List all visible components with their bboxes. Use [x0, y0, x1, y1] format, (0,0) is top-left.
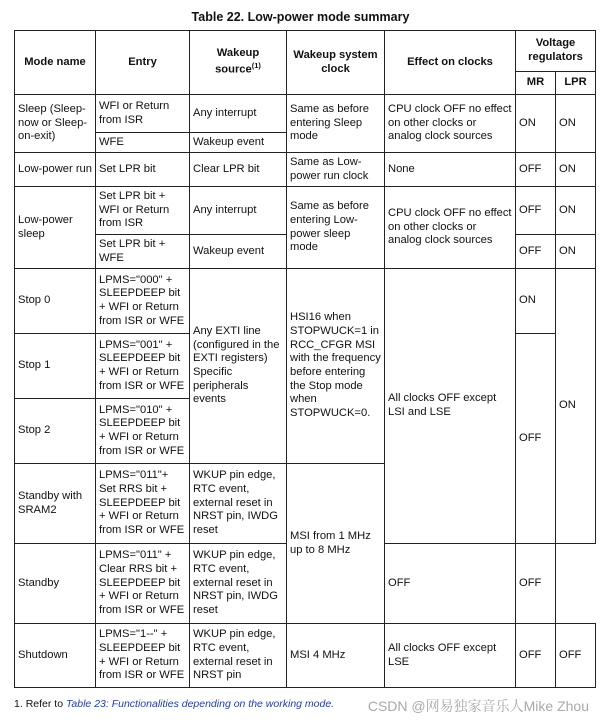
mr-cell: ON — [516, 269, 556, 334]
mr-cell: OFF — [385, 544, 516, 624]
entry-cell: WFI or Return from ISR — [96, 95, 190, 133]
wakeup-cell: WKUP pin edge, RTC event, external reset in NRST pin — [190, 624, 287, 688]
wakeup-cell: Clear LPR bit — [190, 153, 287, 187]
mode-stop2: Stop 2 — [15, 399, 96, 464]
entry-cell: LPMS="1--" + SLEEPDEEP bit + WFI or Return from ISR or WFE — [96, 624, 190, 688]
mode-sleep: Sleep (Sleep-now or Sleep-on-exit) — [15, 95, 96, 153]
entry-cell: LPMS="001" + SLEEPDEEP bit + WFI or Return from ISR or WFE — [96, 334, 190, 399]
effect-cell: CPU clock OFF no effect on other clocks or analog clock sources — [385, 187, 516, 269]
footnote-number: 1. — [14, 698, 23, 710]
clock-cell: HSI16 when STOPWUCK=1 in RCC_CFGR MSI with the frequency before entering the Stop mode when STOPWUCK=0. — [287, 269, 385, 464]
entry-cell: WFE — [96, 133, 190, 153]
lpr-cell: ON — [556, 153, 596, 187]
lpr-cell: ON — [556, 187, 596, 235]
table-row — [15, 624, 596, 688]
table-row — [15, 187, 596, 235]
header-lpr: LPR — [556, 72, 596, 95]
wakeup-cell: Wakeup event — [190, 235, 287, 269]
entry-cell: LPMS="011"+ Set RRS bit + SLEEPDEEP bit + WFI or Return from ISR or WFE — [96, 464, 190, 544]
header-wakeup-source — [190, 31, 287, 95]
mr-cell: OFF — [516, 235, 556, 269]
table-row — [15, 269, 596, 334]
table-row — [15, 95, 596, 133]
low-power-mode-table — [14, 30, 596, 688]
header-entry: Entry — [96, 31, 190, 95]
header-voltage-regulators: Voltage regulators — [516, 31, 596, 72]
header-wakeup-clock: Wakeup system clock — [287, 31, 385, 95]
footnote-link[interactable]: Table 23: Functionalities depending on the working mode. — [65, 698, 335, 710]
mr-cell: OFF — [516, 153, 556, 187]
effect-cell: CPU clock OFF no effect on other clocks or analog clock sources — [385, 95, 516, 153]
entry-cell: LPMS="000" + SLEEPDEEP bit + WFI or Return from ISR or WFE — [96, 269, 190, 334]
header-wakeup-source-label: Wakeup source — [215, 47, 260, 76]
entry-cell: LPMS="011" + Clear RRS bit + SLEEPDEEP bit + WFI or Return from ISR or WFE — [96, 544, 190, 624]
lpr-cell: ON — [556, 95, 596, 153]
wakeup-cell: WKUP pin edge, RTC event, external reset in NRST pin, IWDG reset — [190, 464, 287, 544]
header-mode-name: Mode name — [15, 31, 96, 95]
entry-cell: Set LPR bit + WFI or Return from ISR — [96, 187, 190, 235]
footnote-prefix: Refer to — [25, 698, 64, 710]
wakeup-cell: Any EXTI line (configured in the EXTI registers) Specific peripherals events — [190, 269, 287, 464]
effect-cell: All clocks OFF except LSE — [385, 624, 516, 688]
mode-standby-sram2: Standby with SRAM2 — [15, 464, 96, 544]
effect-cell: None — [385, 153, 516, 187]
wakeup-cell: Wakeup event — [190, 133, 287, 153]
clock-cell: MSI from 1 MHz up to 8 MHz — [287, 464, 385, 624]
entry-cell: Set LPR bit + WFE — [96, 235, 190, 269]
mr-cell: OFF — [516, 187, 556, 235]
effect-cell: All clocks OFF except LSI and LSE — [385, 269, 516, 544]
clock-cell: Same as before entering Sleep mode — [287, 95, 385, 153]
mode-lp-run: Low-power run — [15, 153, 96, 187]
mode-standby: Standby — [15, 544, 96, 624]
entry-cell: LPMS="010" + SLEEPDEEP bit + WFI or Return from ISR or WFE — [96, 399, 190, 464]
wakeup-cell: Any interrupt — [190, 95, 287, 133]
entry-cell: Set LPR bit — [96, 153, 190, 187]
mr-cell: OFF — [516, 624, 556, 688]
mode-stop0: Stop 0 — [15, 269, 96, 334]
lpr-cell: ON — [556, 269, 596, 544]
watermark: CSDN @网易独家音乐人Mike Zhou — [367, 698, 589, 714]
mr-cell: ON — [516, 95, 556, 153]
clock-cell: MSI 4 MHz — [287, 624, 385, 688]
table-title: Table 22. Low-power mode summary — [191, 10, 410, 24]
wakeup-cell: Any interrupt — [190, 187, 287, 235]
clock-cell: Same as before entering Low-power sleep mode — [287, 187, 385, 269]
header-mr: MR — [516, 72, 556, 95]
header-effect-on-clocks: Effect on clocks — [385, 31, 516, 95]
lpr-cell: OFF — [556, 624, 596, 688]
lpr-cell: ON — [556, 235, 596, 269]
wakeup-cell: WKUP pin edge, RTC event, external reset in NRST pin, IWDG reset — [190, 544, 287, 624]
lpr-cell: OFF — [516, 544, 556, 624]
mr-cell: OFF — [516, 334, 556, 544]
table-row — [15, 153, 596, 187]
footnote-ref[interactable]: (1) — [251, 61, 261, 71]
footnote — [14, 698, 334, 710]
mode-stop1: Stop 1 — [15, 334, 96, 399]
mode-lp-sleep: Low-power sleep — [15, 187, 96, 269]
mode-shutdown: Shutdown — [15, 624, 96, 688]
clock-cell: Same as Low-power run clock — [287, 153, 385, 187]
